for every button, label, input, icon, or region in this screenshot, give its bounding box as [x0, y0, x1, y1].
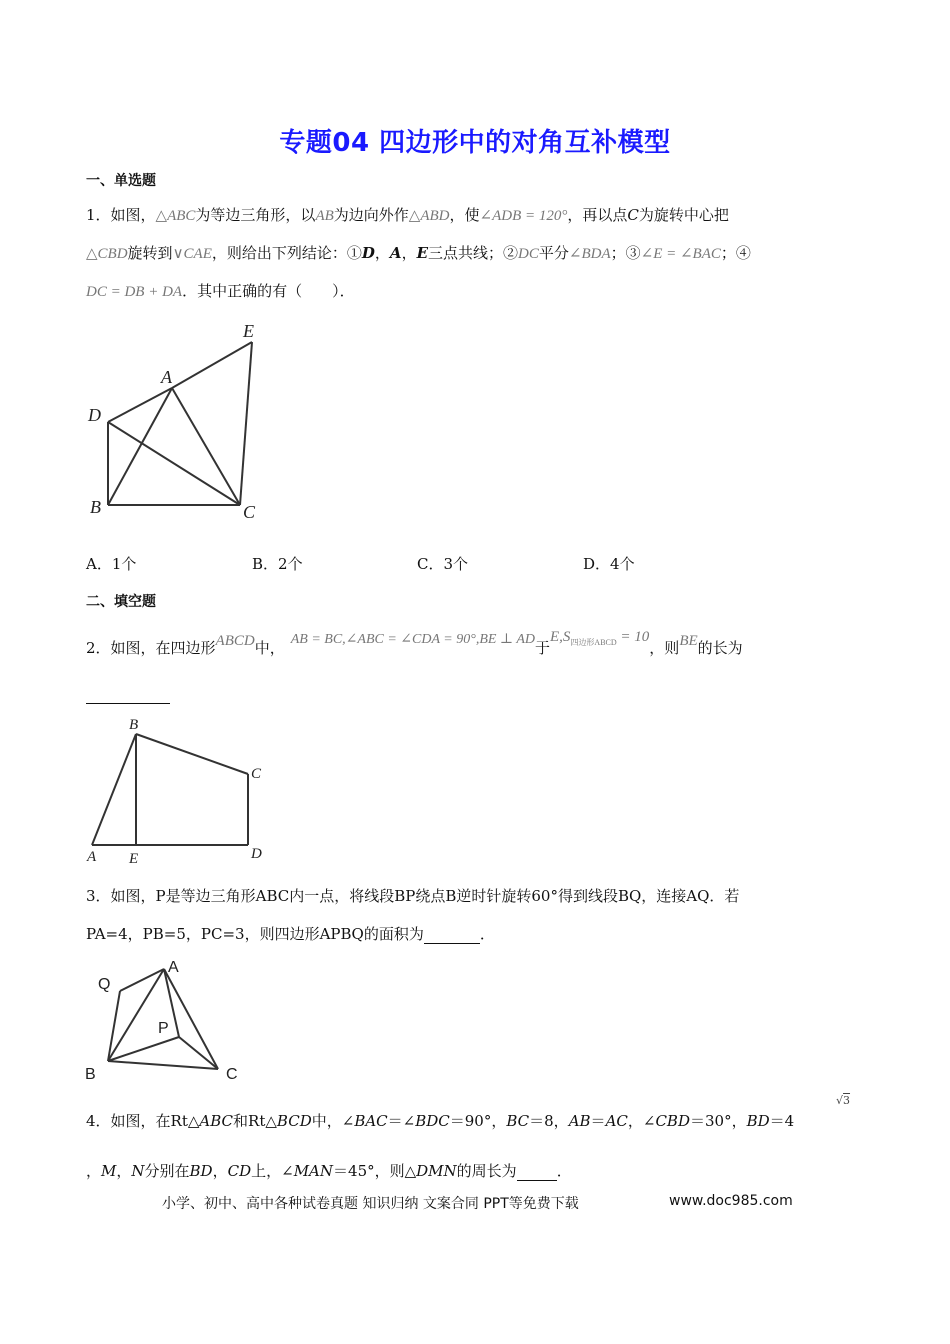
- math: ∠BDA: [568, 246, 611, 262]
- math: △ABC: [155, 208, 196, 224]
- q3-answer-blank[interactable]: [424, 925, 480, 944]
- math: ∠ADB = 120°: [479, 208, 568, 224]
- footer-text: 小学、初中、高中各种试卷真题 知识归纳 文案合同 PPT等免费下载: [162, 1196, 579, 1212]
- math: BD: [746, 1112, 770, 1130]
- segment-ae: [172, 342, 252, 388]
- text: 和Rt: [233, 1112, 266, 1130]
- text: 平分: [538, 244, 569, 262]
- math: ABC: [199, 1112, 234, 1130]
- label-c: C: [226, 1066, 238, 1083]
- label-b: B: [90, 497, 101, 517]
- math: BCD: [276, 1112, 312, 1130]
- label-c: C: [251, 766, 262, 782]
- option-d[interactable]: D．4个: [583, 555, 635, 573]
- text: ＝90°，: [449, 1112, 507, 1130]
- comma: ，: [374, 244, 390, 262]
- q3-line2: [86, 923, 495, 944]
- option-c[interactable]: C．3个: [417, 555, 469, 573]
- segment-ac: [172, 388, 240, 505]
- text: ．: [556, 1162, 572, 1180]
- text: ，∠: [627, 1112, 656, 1130]
- segment-ac: [164, 969, 218, 1069]
- math: DC: [518, 246, 539, 262]
- q3-line1: 3．如图，P是等边三角形ABC内一点，将线段BP绕点B逆时针旋转60°得到线段BQ，连接AQ．若: [86, 887, 740, 905]
- q2-answer-blank[interactable]: [86, 703, 170, 704]
- option-b[interactable]: B．2个: [252, 555, 303, 573]
- text: ．: [479, 925, 495, 943]
- math: BE: [679, 633, 698, 649]
- point-c: C: [627, 206, 639, 224]
- text: ＝: [590, 1112, 606, 1130]
- label-c: C: [243, 502, 256, 522]
- math: BAC: [354, 1112, 388, 1130]
- text: ，: [86, 1162, 102, 1180]
- math: ABCD: [215, 633, 255, 649]
- math: CD: [227, 1162, 252, 1180]
- math: M: [101, 1162, 117, 1180]
- q2-figure: [80, 712, 280, 872]
- q4-line2: [86, 1160, 572, 1181]
- text: 三点共线；②: [428, 244, 519, 262]
- label-a: A: [87, 849, 97, 865]
- math: N: [131, 1162, 145, 1180]
- comma: ，: [401, 244, 417, 262]
- q2-line1: [86, 629, 743, 660]
- math: AB = BC,∠ABC = ∠CDA = 90°,BE ⊥ AD: [290, 632, 535, 647]
- segment-bc: [136, 734, 248, 774]
- text: ＝8，: [529, 1112, 569, 1130]
- text: △: [265, 1112, 277, 1130]
- q3-figure: [80, 955, 260, 1085]
- q1-figure: [80, 315, 280, 530]
- text: 于: [535, 639, 551, 657]
- math: AB: [315, 208, 334, 224]
- segment-ec: [240, 342, 252, 505]
- point-e: E: [416, 244, 429, 262]
- text: ，再以点: [567, 206, 628, 224]
- sqrt-radicand: 3: [843, 1094, 851, 1107]
- page-title: 专题04 四边形中的对角互补模型: [279, 128, 671, 158]
- math-part: E,S: [550, 629, 571, 645]
- label-d: D: [88, 405, 101, 425]
- text: ，则给出下列结论：①: [211, 244, 362, 262]
- text: ，: [116, 1162, 132, 1180]
- label-a: A: [161, 367, 172, 387]
- text: 中，∠: [311, 1112, 355, 1130]
- point-d: D: [361, 244, 375, 262]
- math-subscript: 四边形ABCD: [570, 638, 617, 647]
- q1-num: 1．如图，: [86, 206, 156, 224]
- label-b: B: [85, 1066, 96, 1083]
- math-part: = 10: [616, 629, 650, 645]
- text: 旋转到: [127, 244, 173, 262]
- math: BC: [506, 1112, 530, 1130]
- q1-line2: [86, 242, 751, 263]
- label-p: P: [158, 1020, 169, 1037]
- label-q: Q: [98, 976, 111, 993]
- section-heading-single-choice: 一、单选题: [86, 173, 156, 189]
- text: 分别在: [144, 1162, 190, 1180]
- option-a[interactable]: A．1个: [86, 555, 137, 573]
- text: 上，∠: [251, 1162, 294, 1180]
- math: DC = DB + DA: [86, 284, 183, 300]
- math: ∨CAE: [172, 246, 212, 262]
- math: [550, 629, 649, 645]
- section-heading-fill-blank: 二、填空题: [86, 594, 156, 610]
- text: 为旋转中心把: [638, 206, 729, 224]
- text: 为等边三角形，以: [195, 206, 316, 224]
- q4-num: 4．如图，在Rt: [86, 1112, 188, 1130]
- math: △CBD: [86, 246, 128, 262]
- math: AC: [605, 1112, 628, 1130]
- q4-line1: [86, 1110, 794, 1131]
- text: ；③: [610, 244, 641, 262]
- q2-num: 2．如图，在四边形: [86, 639, 216, 657]
- label-e: E: [243, 321, 254, 341]
- segment-bp: [108, 1037, 179, 1061]
- math: △ABD: [408, 208, 450, 224]
- segment-dc: [108, 422, 240, 505]
- sqrt-3: √3: [836, 1094, 851, 1107]
- text: ，使: [449, 206, 480, 224]
- segment-bc: [108, 1061, 218, 1069]
- math: ∠E = ∠BAC: [640, 246, 721, 262]
- math: CBD: [655, 1112, 690, 1130]
- label-d: D: [251, 846, 262, 862]
- text: ，: [212, 1162, 228, 1180]
- text: △: [187, 1112, 200, 1130]
- point-a: A: [389, 244, 402, 262]
- text: 的周长为: [456, 1162, 517, 1180]
- math: MAN: [293, 1162, 334, 1180]
- text: ，则: [649, 639, 680, 657]
- math: BD: [189, 1162, 213, 1180]
- segment-pc: [179, 1037, 218, 1069]
- label-e: E: [129, 851, 139, 867]
- text: PA=4，PB=5，PC=3，则四边形APBQ的面积为: [86, 925, 424, 943]
- q1-line3: [86, 280, 355, 301]
- text: ＝30°，: [689, 1112, 747, 1130]
- text: 的长为: [697, 639, 743, 657]
- text: 中，: [254, 639, 285, 657]
- text: 为边向外作: [333, 206, 409, 224]
- math: AB: [568, 1112, 591, 1130]
- label-a: A: [168, 959, 179, 976]
- footer-link[interactable]: www.doc985.com: [669, 1193, 793, 1209]
- label-b: B: [129, 717, 139, 733]
- text: ．其中正确的有（ ）．: [182, 282, 355, 300]
- text: ；④: [720, 244, 751, 262]
- text: ＝4: [769, 1112, 795, 1130]
- math: DMN: [416, 1162, 457, 1180]
- q4-answer-blank[interactable]: [517, 1162, 557, 1181]
- segment-ab: [92, 734, 136, 845]
- text: ＝∠: [387, 1112, 416, 1130]
- text: ＝45°，则△: [333, 1162, 417, 1180]
- math: BDC: [415, 1112, 450, 1130]
- q1-line1: [86, 204, 729, 225]
